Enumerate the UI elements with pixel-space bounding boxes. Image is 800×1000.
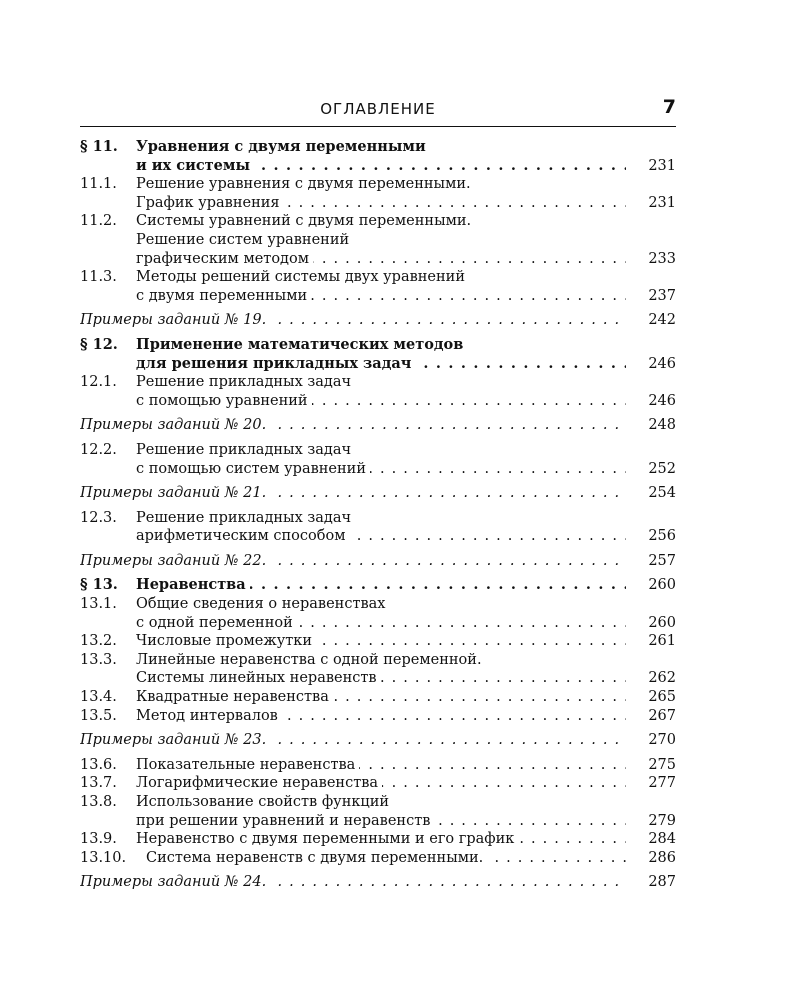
entry-title-text: Системы линейных неравенств	[136, 670, 381, 686]
entry-title-text: Использование свойств функций	[136, 794, 393, 810]
toc-entry-item	[80, 595, 676, 632]
toc-line	[80, 441, 676, 460]
toc-line	[80, 287, 676, 306]
page-ref: 256	[648, 528, 676, 545]
toc-line	[80, 632, 676, 651]
page-ref: 233	[648, 250, 676, 267]
toc-entry-section	[80, 330, 676, 373]
toc-line	[80, 416, 676, 435]
page-ref: 246	[648, 392, 676, 409]
toc-entry-item	[80, 707, 676, 726]
toc-entry-item	[80, 268, 676, 305]
entry-title	[136, 688, 626, 707]
entry-title	[136, 373, 626, 392]
entry-title-text: и их системы	[136, 157, 254, 174]
entry-title-text: Линейные неравенства с одной переменной.	[136, 652, 486, 668]
entry-number: 12.3.	[80, 509, 117, 526]
toc-line	[80, 484, 676, 503]
entry-title-text: с одной переменной	[136, 615, 297, 631]
page-ref: 237	[648, 287, 676, 304]
toc-entry-item	[80, 175, 676, 212]
toc-line	[80, 614, 676, 633]
examples-text: Примеры заданий № 22.	[80, 553, 270, 569]
entry-title-text: Логарифмические неравенства	[136, 775, 382, 791]
toc-line	[80, 175, 676, 194]
entry-title	[136, 707, 626, 726]
toc-line	[80, 355, 676, 374]
toc-entry-examples	[80, 867, 676, 892]
entry-number: 12.2.	[80, 441, 117, 458]
toc-line	[80, 651, 676, 670]
entry-number: 13.10.	[80, 849, 127, 866]
entry-title	[136, 774, 626, 793]
toc-line	[80, 812, 676, 831]
entry-title-text: Неравенства	[136, 576, 250, 593]
page-ref: 277	[648, 775, 676, 792]
toc-line	[80, 830, 676, 849]
toc-line	[80, 311, 676, 330]
page-ref: 265	[648, 689, 676, 706]
entry-title	[136, 392, 626, 411]
page-ref: 254	[648, 485, 676, 502]
entry-title	[136, 595, 626, 614]
entry-title-text: Общие сведения о неравенствах	[136, 596, 389, 612]
entry-title-text: Системы уравнений с двумя переменными.	[136, 213, 475, 229]
page-ref: 242	[648, 312, 676, 329]
toc-line	[80, 595, 676, 614]
examples-text: Примеры заданий № 19.	[80, 312, 270, 328]
toc-entry-item	[80, 503, 676, 546]
toc-line	[80, 157, 676, 176]
toc-line	[80, 849, 676, 868]
toc-line	[80, 268, 676, 287]
entry-title-text: при решении уравнений и неравенств	[136, 813, 434, 829]
page-ref: 231	[648, 157, 676, 174]
entry-number: 13.9.	[80, 831, 117, 848]
page-ref: 267	[648, 707, 676, 724]
entry-number: § 11.	[80, 138, 118, 155]
entry-title-text: Система неравенств с двумя переменными.	[146, 850, 487, 866]
toc-entry-examples	[80, 305, 676, 330]
page-ref: 231	[648, 194, 676, 211]
entry-title	[136, 756, 626, 775]
entry-title	[136, 138, 626, 157]
toc-line	[80, 774, 676, 793]
entry-number: § 12.	[80, 335, 118, 353]
entry-title	[136, 157, 626, 176]
entry-title	[146, 849, 626, 868]
entry-title	[136, 812, 626, 831]
toc-entry-item	[80, 632, 676, 651]
entry-number: 13.4.	[80, 689, 117, 706]
toc-entry-item	[80, 373, 676, 410]
entry-title	[136, 287, 626, 306]
entry-title-text: Неравенство с двумя переменными и его график	[136, 831, 518, 847]
toc-entry-examples	[80, 546, 676, 571]
entry-title-text: Уравнения с двумя переменными	[136, 138, 430, 155]
toc-line	[80, 231, 676, 250]
entry-title-text: Применение математических методов	[136, 336, 467, 353]
toc-entry-item	[80, 774, 676, 793]
toc-line	[80, 138, 676, 157]
page-number: 7	[662, 96, 676, 118]
entry-title-text: арифметическим способом	[136, 528, 350, 544]
entry-title	[136, 268, 626, 287]
toc-entry-item	[80, 435, 676, 478]
entry-title	[136, 250, 626, 269]
entry-number: § 13.	[80, 576, 118, 594]
page-ref: 279	[648, 812, 676, 829]
entry-title-text: Метод интервалов	[136, 708, 282, 724]
page-ref: 261	[648, 633, 676, 650]
entry-title-text: Решение прикладных задач	[136, 510, 355, 526]
toc-line	[80, 707, 676, 726]
toc-entry-section	[80, 138, 676, 175]
entry-title	[136, 194, 626, 213]
entry-title-text: Решение уравнения с двумя переменными.	[136, 176, 475, 192]
toc-line	[80, 793, 676, 812]
entry-number: 13.6.	[80, 756, 117, 773]
page-ref: 260	[648, 577, 676, 594]
entry-title-text: с двумя переменными	[136, 288, 311, 304]
entry-title-text: Числовые промежутки	[136, 633, 316, 649]
entry-number: 12.1.	[80, 374, 117, 391]
examples-title	[80, 484, 626, 503]
page-ref: 287	[648, 874, 676, 891]
entry-title	[136, 669, 626, 688]
entry-title	[136, 527, 626, 546]
entry-title	[136, 441, 626, 460]
entry-title-text: Решение прикладных задач	[136, 442, 355, 458]
examples-title	[80, 873, 626, 892]
entry-title	[136, 231, 626, 250]
entry-title-text: Решение прикладных задач	[136, 374, 355, 390]
entry-title	[136, 632, 626, 651]
entry-title	[136, 336, 626, 355]
page-ref: 248	[648, 417, 676, 434]
header-rule	[80, 126, 676, 127]
toc-entry-item	[80, 849, 676, 868]
entry-number: 11.2.	[80, 213, 117, 230]
toc-line	[80, 373, 676, 392]
entry-title	[136, 830, 626, 849]
toc-line	[80, 873, 676, 892]
entry-number: 13.8.	[80, 794, 117, 810]
toc-line	[80, 688, 676, 707]
toc-line	[80, 756, 676, 775]
entry-title	[136, 576, 626, 595]
entry-title-text: Решение систем уравнений	[136, 232, 353, 248]
toc-line	[80, 460, 676, 479]
toc-line	[80, 250, 676, 269]
entry-title	[136, 175, 626, 194]
page-ref: 284	[648, 831, 676, 848]
page-ref: 270	[648, 732, 676, 749]
toc-line	[80, 509, 676, 528]
page-ref: 257	[648, 552, 676, 569]
entry-title-text: для решения прикладных задач	[136, 355, 415, 372]
entry-number: 13.3.	[80, 651, 117, 668]
toc-entry-examples	[80, 410, 676, 435]
toc-entry-item	[80, 688, 676, 707]
entry-number: 13.2.	[80, 633, 117, 650]
page-ref: 246	[648, 355, 676, 372]
entry-title-text: Квадратные неравенства	[136, 689, 333, 705]
entry-title	[136, 651, 626, 670]
toc-line	[80, 336, 676, 355]
toc-entry-item	[80, 830, 676, 849]
entry-title-text: с помощью уравнений	[136, 393, 312, 409]
examples-text: Примеры заданий № 20.	[80, 417, 270, 433]
toc-line	[80, 552, 676, 571]
entry-title	[136, 614, 626, 633]
toc-entry-item	[80, 212, 676, 268]
entry-title-text: Показательные неравенства	[136, 757, 359, 773]
examples-text: Примеры заданий № 24.	[80, 874, 270, 890]
running-header-title: ОГЛАВЛЕНИЕ	[320, 100, 436, 118]
entry-title-text: графическим методом	[136, 251, 313, 267]
toc-entry-item	[80, 793, 676, 830]
examples-title	[80, 552, 626, 571]
entry-number: 13.1.	[80, 596, 117, 613]
examples-title	[80, 311, 626, 330]
toc-entry-section	[80, 570, 676, 595]
toc-line	[80, 669, 676, 688]
table-of-contents	[80, 138, 676, 892]
toc-line	[80, 527, 676, 546]
toc-line	[80, 392, 676, 411]
page-ref: 252	[648, 460, 676, 477]
toc-line	[80, 731, 676, 750]
entry-title	[136, 355, 626, 374]
entry-title-text: с помощью систем уравнений	[136, 461, 370, 477]
entry-number: 11.3.	[80, 269, 117, 286]
entry-title	[136, 509, 626, 528]
toc-entry-examples	[80, 725, 676, 750]
examples-text: Примеры заданий № 21.	[80, 485, 270, 501]
toc-entry-examples	[80, 478, 676, 503]
entry-number: 13.7.	[80, 775, 117, 792]
entry-title	[136, 460, 626, 479]
entry-number: 13.5.	[80, 707, 117, 724]
examples-title	[80, 731, 626, 750]
toc-line	[80, 576, 676, 595]
entry-title	[136, 793, 626, 812]
page-ref: 260	[648, 614, 676, 631]
page-ref: 286	[648, 849, 676, 866]
entry-title	[136, 212, 626, 231]
toc-line	[80, 212, 676, 231]
toc-line	[80, 194, 676, 213]
entry-title-text: График уравнения	[136, 195, 284, 211]
toc-entry-item	[80, 750, 676, 775]
page-ref: 262	[648, 670, 676, 687]
toc-entry-item	[80, 651, 676, 688]
examples-text: Примеры заданий № 23.	[80, 732, 270, 748]
entry-number: 11.1.	[80, 176, 117, 193]
examples-title	[80, 416, 626, 435]
page-ref: 275	[648, 756, 676, 773]
entry-title-text: Методы решений системы двух уравнений	[136, 269, 469, 285]
